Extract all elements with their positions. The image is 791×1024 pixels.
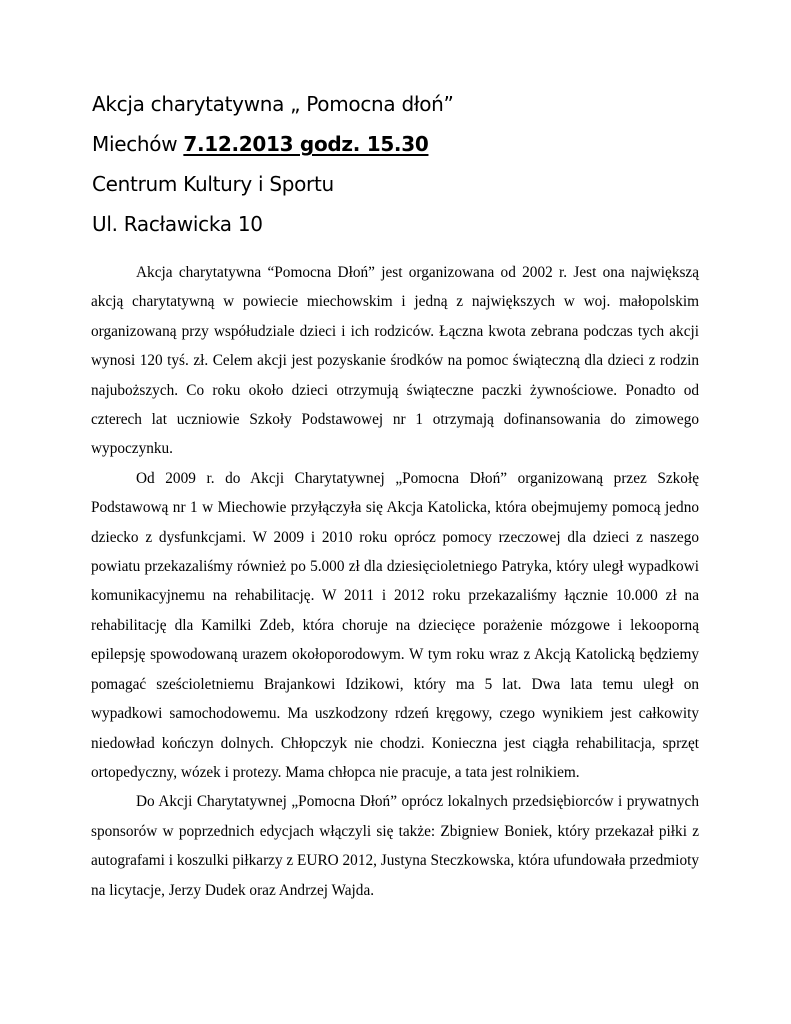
paragraph-sponsors: Do Akcji Charytatywnej „Pomocna Dłoń” oprócz lokalnych przedsiębiorców i prywatnych sponsorów w poprzednich edycjach włączyli się także: Zbigniew Boniek, który przekazał piłki z autografami i koszulki piłkarzy z EURO 2012, Justyna Steczkowska, która ufundowała przedmioty na licytacje, Jerzy Dudek oraz Andrzej Wajda. <box>91 793 699 899</box>
paragraph-history: Akcja charytatywna “Pomocna Dłoń” jest organizowana od 2002 r. Jest ona największą akcją charytatywną w powiecie miechowskim i jedną z największych w woj. małopolskim organizowaną przy współudziale dzieci i ich rodziców. Łączna kwota zebrana podczas tych akcji wynosi 120 tyś. zł. Celem akcji jest pozyskanie środków na pomoc świąteczną dla dzieci z rodzin najuboższych. Co roku około dzieci otrzymują świąteczne paczki żywnościowe. Ponadto od czterech lat uczniowie Szkoły Podstawowej nr 1 otrzymają dofinansowania do zimowego wypoczynku. <box>91 264 699 458</box>
event-date-time: 7.12.2013 godz. 15.30 <box>183 132 429 156</box>
event-address: Ul. Racławicka 10 <box>92 212 263 236</box>
event-city: Miechów <box>92 132 178 156</box>
document-body <box>91 258 699 905</box>
event-city-date-line <box>92 124 712 164</box>
paragraph-beneficiaries: Od 2009 r. do Akcji Charytatywnej „Pomocna Dłoń” organizowaną przez Szkołę Podstawową nr 1 w Miechowie przyłączyła się Akcja Katolicka, która obejmujemy pomocą jedno dziecko z dysfunkcjami. W 2009 i 2010 roku oprócz pomocy rzeczowej dla dzieci z naszego powiatu przekazaliśmy również po 5.000 zł dla dziesięcioletniego Patryka, który uległ wypadkowi komunikacyjnemu na rehabilitację. W 2011 i 2012 roku przekazaliśmy łącznie 10.000 zł na rehabilitację dla Kamilki Zdeb, która choruje na dziecięce porażenie mózgowe i lekooporną epilepsję spowodowaną urazem okołoporodowym. W tym roku wraz z Akcją Katolicką będziemy pomagać sześcioletniemu Brajankowi Idzikowi, który ma 5 lat. Dwa lata temu uległ on wypadkowi samochodowemu. Ma uszkodzony rdzeń kręgowy, czego wynikiem jest całkowity niedowład kończyn dolnych. Chłopczyk nie chodzi. Konieczna jest ciągła rehabilitacja, sprzęt ortopedyczny, wózek i protezy. Mama chłopca nie pracuje, a tata jest rolnikiem. <box>91 469 699 781</box>
event-venue: Centrum Kultury i Sportu <box>92 172 334 196</box>
event-title: Akcja charytatywna „ Pomocna dłoń” <box>92 92 454 116</box>
event-header <box>92 84 712 244</box>
